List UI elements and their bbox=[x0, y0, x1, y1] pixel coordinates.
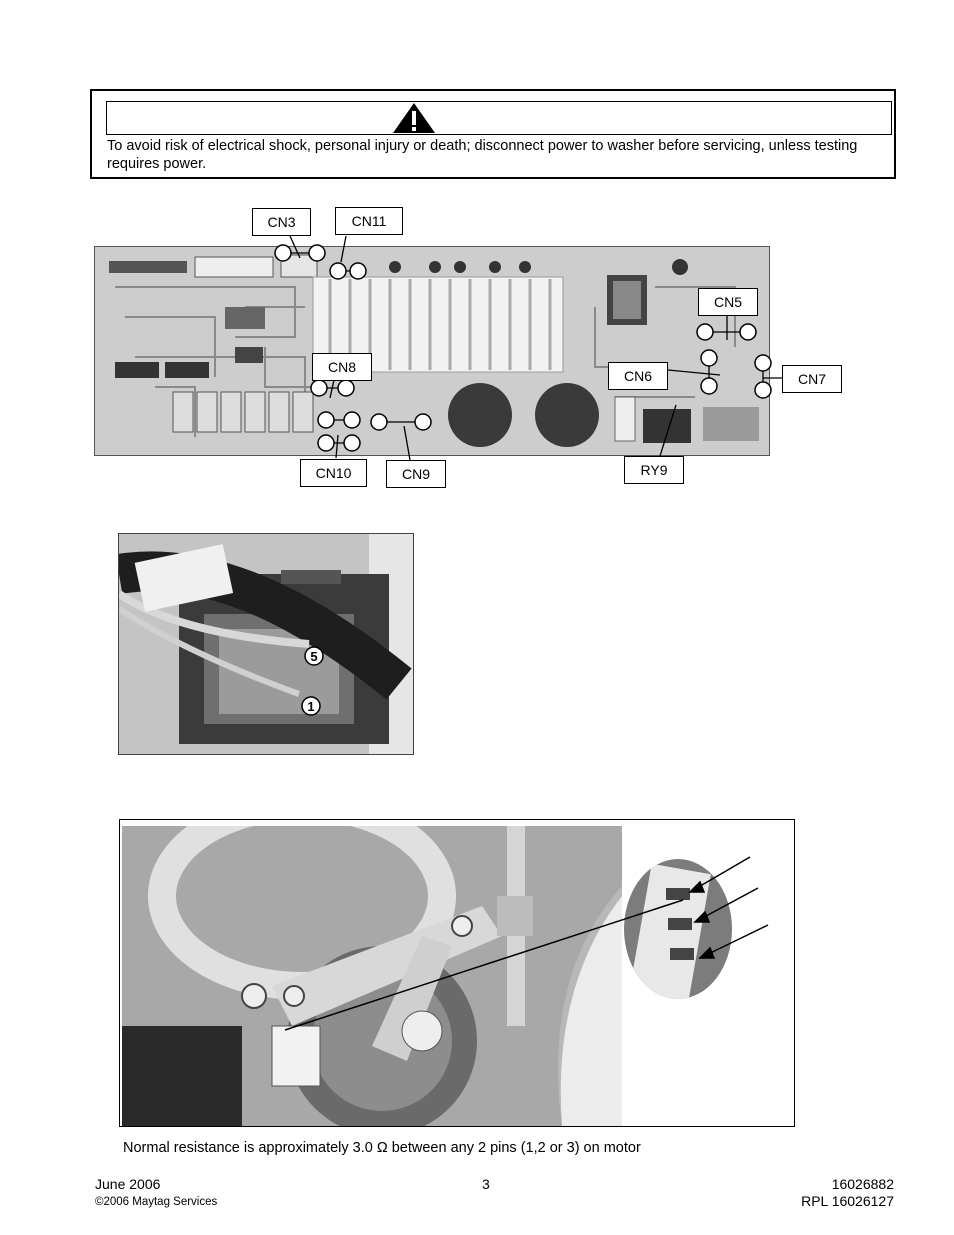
cn5-pin-circle bbox=[697, 324, 713, 340]
cn11-pin-circle bbox=[350, 263, 366, 279]
cn9-pin-circle bbox=[371, 414, 387, 430]
cn8-label: CN8 bbox=[312, 353, 372, 381]
board-callouts bbox=[0, 0, 954, 520]
cn5-label: CN5 bbox=[698, 288, 758, 316]
replacement-number: RPL 16026127 bbox=[801, 1193, 894, 1209]
cn8-pin-circle bbox=[338, 380, 354, 396]
motor-pointer-lines bbox=[0, 800, 954, 1060]
cn10-label: CN10 bbox=[300, 459, 367, 487]
cn10-pin-circle bbox=[344, 435, 360, 451]
cn6-pin-circle bbox=[701, 350, 717, 366]
resistance-note: Normal resistance is approximately 3.0 Ω between any 2 pins (1,2 or 3) on motor bbox=[123, 1140, 641, 1156]
footer-copyright: ©2006 Maytag Services bbox=[95, 1196, 218, 1208]
warning-text: To avoid risk of electrical shock, personal injury or death; disconnect power to washer before servicing, unless testing requires power. bbox=[107, 138, 858, 172]
cn10-pin-circle bbox=[318, 412, 334, 428]
pin-5-marker: 5 bbox=[310, 649, 318, 664]
cn3-pin-circle bbox=[309, 245, 325, 261]
page-number: 3 bbox=[482, 1176, 490, 1192]
cn8-pin-circle bbox=[311, 380, 327, 396]
cn6-label: CN6 bbox=[608, 362, 668, 390]
cn6-pin-circle bbox=[701, 378, 717, 394]
ry9-label: RY9 bbox=[624, 456, 684, 484]
cn11-pin-circle bbox=[330, 263, 346, 279]
pin-1-marker: 1 bbox=[307, 699, 315, 714]
cn7-pin-circle bbox=[755, 355, 771, 371]
cn11-label: CN11 bbox=[335, 207, 403, 235]
cn7-label: CN7 bbox=[782, 365, 842, 393]
cn10-pin-circle bbox=[318, 435, 334, 451]
cn10-pin-circle bbox=[344, 412, 360, 428]
cn7-pin-circle bbox=[755, 382, 771, 398]
cn3-pin-circle bbox=[275, 245, 291, 261]
cn9-label: CN9 bbox=[386, 460, 446, 488]
cn3-label: CN3 bbox=[252, 208, 311, 236]
cn9-pin-circle bbox=[415, 414, 431, 430]
footer-date: June 2006 bbox=[95, 1176, 161, 1192]
connector-photo bbox=[118, 533, 414, 755]
document-number: 16026882 bbox=[831, 1176, 894, 1192]
cn5-pin-circle bbox=[740, 324, 756, 340]
